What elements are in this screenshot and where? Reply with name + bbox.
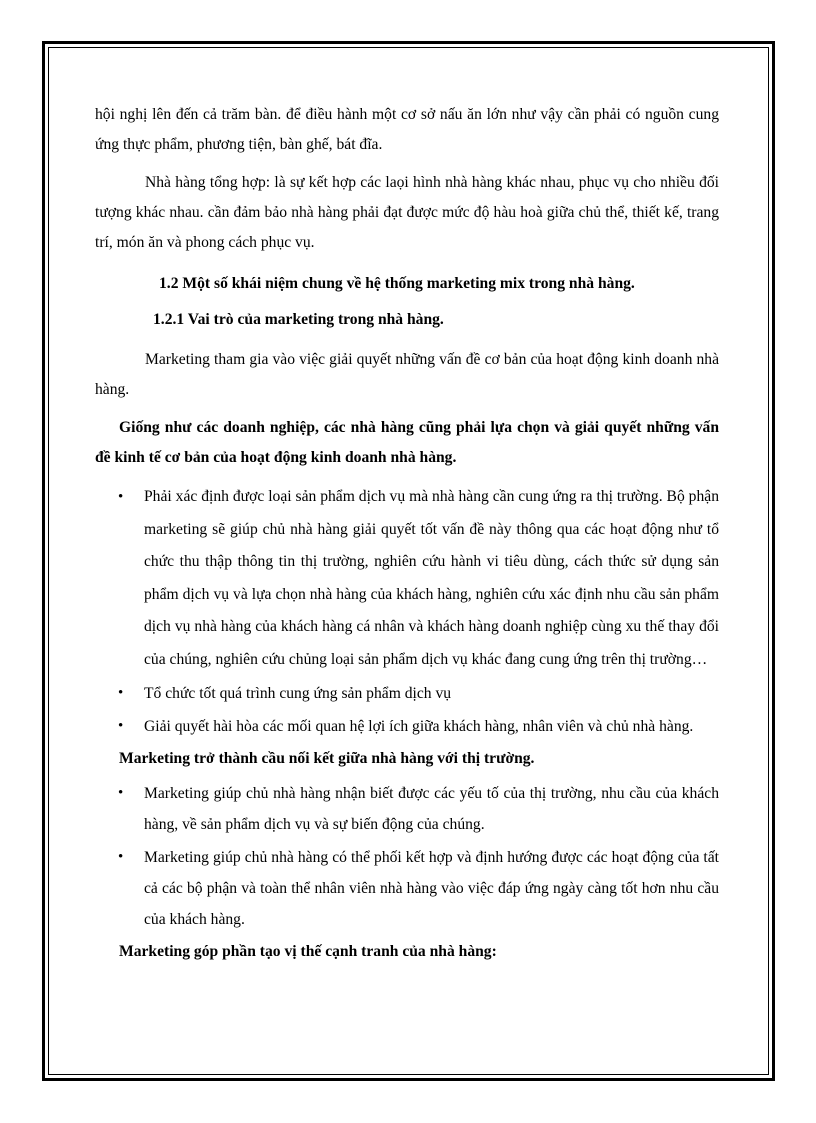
list-item-text: Marketing giúp chủ nhà hàng có thể phối kết hợp và định hướng được các hoạt động của tất cả các bộ phận và toàn thể nhân viên nhà hàng vào việc đáp ứng ngày càng tốt hơn nhu cầu của khách hàng. <box>144 849 719 928</box>
bullet-icon: • <box>118 785 124 801</box>
paragraph-3: Marketing tham gia vào việc giải quyết những vấn đề cơ bản của hoạt động kinh doanh nhà hàng. <box>95 351 719 398</box>
bullet-list-1 <box>95 481 719 742</box>
paragraph-2: Nhà hàng tổng hợp: là sự kết hợp các laọi hình nhà hàng khác nhau, phục vụ cho nhiều đối tượng khác nhau. cần đảm bảo nhà hàng phải đạt được mức độ hàu hoà giữa chủ thể, thiết kế, trang trí, món ăn và phong cách phục vụ. <box>95 174 719 251</box>
bold-paragraph: Giống như các doanh nghiệp, các nhà hàng cũng phải lựa chọn và giải quyết những vấn đề kinh tế cơ bản của hoạt động kinh doanh nhà hàng. <box>95 419 719 466</box>
bullet-list-2 <box>95 778 719 935</box>
list-item <box>95 678 719 709</box>
bullet-icon: • <box>118 685 124 701</box>
list-item-text: Phải xác định được loại sản phẩm dịch vụ mà nhà hàng cần cung ứng ra thị trường. Bộ phận marketing sẽ giúp chủ nhà hàng giải quyết tốt vấn đề này thông qua các hoạt động như tổ chức thu thập thông tin thị trường, nghiên cứu hành vi tiêu dùng, cách thức sử dụng sản phẩm dịch vụ và lựa chọn nhà hàng của khách hàng, nghiên cứu xác định nhu cầu sản phẩm dịch vụ nhà hàng của khách hàng cá nhân và khách hàng doanh nghiệp cùng xu thế thay đổi của chúng, nghiên cứu chủng loại sản phẩm dịch vụ khác đang cung ứng trên thị trường… <box>144 488 719 668</box>
bold-heading-1: Marketing trở thành cầu nối kết giữa nhà hàng với thị trường. <box>119 750 535 767</box>
list-item <box>95 842 719 935</box>
list-item <box>95 711 719 742</box>
list-item-text: Giải quyết hài hòa các mối quan hệ lợi ích giữa khách hàng, nhân viên và chủ nhà hàng. <box>144 718 694 735</box>
paragraph-1: hội nghị lên đến cả trăm bàn. để điều hành một cơ sở nấu ăn lớn như vậy cần phải có nguồn cung ứng thực phẩm, phương tiện, bàn ghế, bát đĩa. <box>95 106 719 153</box>
document-body <box>95 100 719 971</box>
bullet-icon: • <box>118 718 124 734</box>
list-item-text: Tổ chức tốt quá trình cung ứng sản phẩm dịch vụ <box>144 685 452 702</box>
bullet-icon: • <box>118 849 124 865</box>
subsection-heading: 1.2.1 Vai trò của marketing trong nhà hàng. <box>153 311 444 328</box>
list-item-text: Marketing giúp chủ nhà hàng nhận biết được các yếu tố của thị trường, nhu cầu của khách hàng, về sản phẩm dịch vụ và sự biến động của chúng. <box>144 785 719 833</box>
list-item <box>95 481 719 676</box>
section-heading: 1.2 Một số khái niệm chung về hệ thống marketing mix trong nhà hàng. <box>159 275 635 292</box>
bullet-icon: • <box>118 489 124 505</box>
list-item <box>95 778 719 840</box>
bold-heading-2: Marketing góp phần tạo vị thế cạnh tranh của nhà hàng: <box>119 943 497 960</box>
